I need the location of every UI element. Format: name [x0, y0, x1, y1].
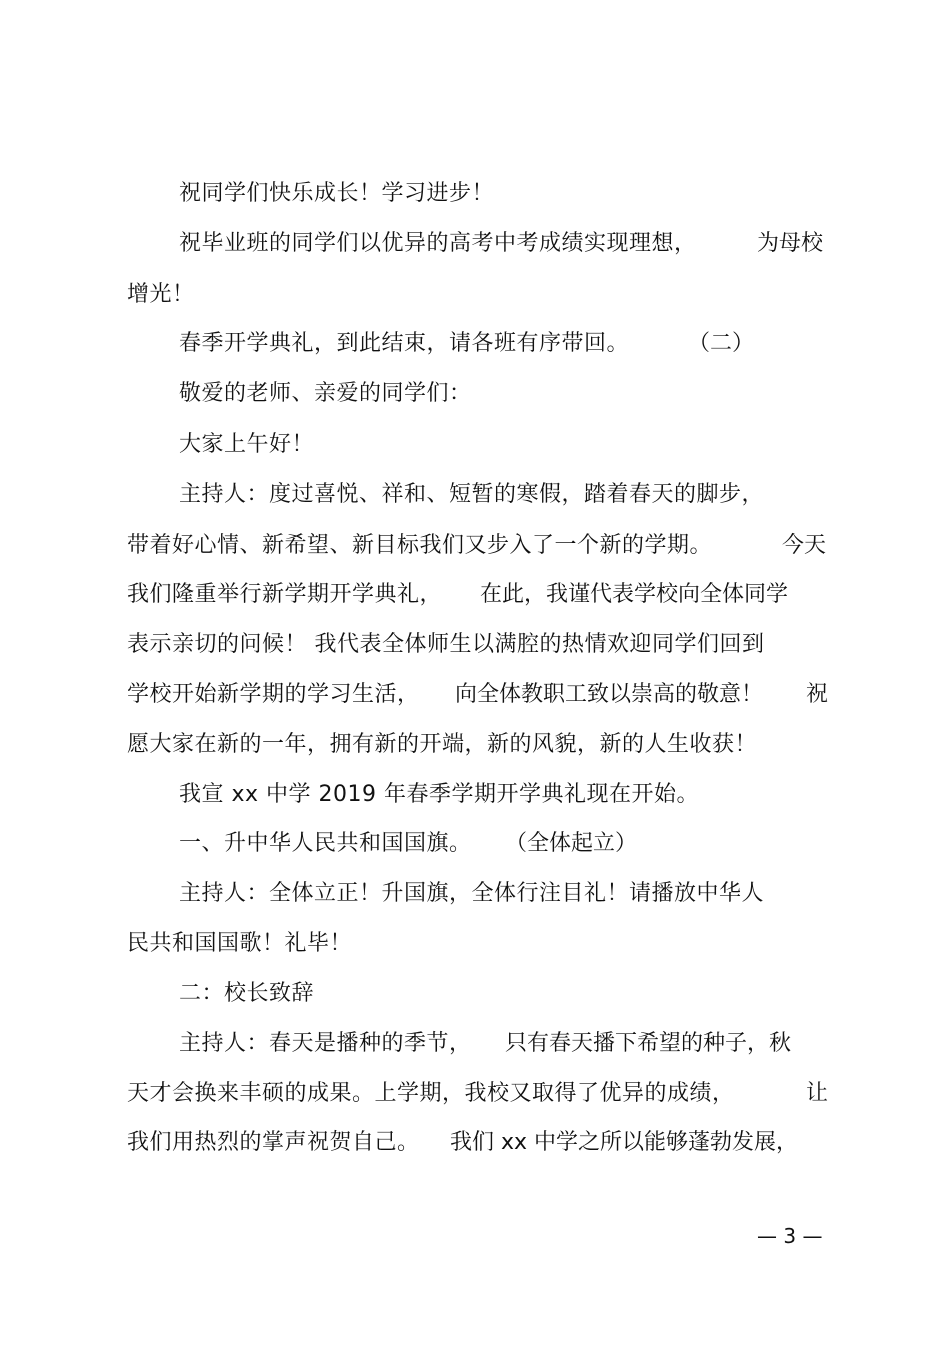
text-line: 愿大家在新的一年，拥有新的开端，新的风貌，新的人生收获！: [127, 732, 758, 757]
text-line: 增光！: [127, 282, 195, 307]
text-line: 带着好心情、新希望、新目标我们又步入了一个新的学期。: [127, 533, 713, 558]
text-line: 大家上午好！: [179, 432, 315, 457]
text-line-fragment: 我们 xx 中学之所以能够蓬勃发展，: [450, 1130, 799, 1155]
text-line: 主持人：全体立正！升国旗，全体行注目礼！请播放中华人: [179, 881, 765, 906]
text-line: 民共和国国歌！礼毕！: [127, 931, 353, 956]
text-line-fragment: （全体起立）: [505, 831, 638, 856]
text-line: 祝同学们快乐成长！学习进步！: [179, 181, 495, 206]
text-line: 春季开学典礼，到此结束，请各班有序带回。: [179, 331, 630, 356]
text-line-fragment: 向全体教职工致以崇高的敬意！: [455, 682, 764, 707]
text-line-fragment: 祝: [806, 682, 829, 707]
text-line-fragment: 让: [806, 1081, 829, 1106]
text-line-fragment: 在此，我谨代表学校向全体同学: [480, 582, 789, 607]
text-line: 敬爱的老师、亲爱的同学们：: [179, 381, 472, 406]
text-line: 天才会换来丰硕的成果。上学期，我校又取得了优异的成绩，: [127, 1081, 735, 1106]
text-line-fragment: 今天: [782, 533, 827, 558]
text-line: 祝毕业班的同学们以优异的高考中考成绩实现理想，: [179, 231, 697, 256]
page-number: — 3 —: [757, 1224, 823, 1248]
text-line: 我宣 xx 中学 2019 年春季学期开学典礼现在开始。: [179, 782, 700, 807]
text-line: 学校开始新学期的学习生活，: [127, 682, 420, 707]
text-line: 二：校长致辞: [179, 981, 315, 1006]
text-line: 主持人：度过喜悦、祥和、短暂的寒假，踏着春天的脚步，: [179, 482, 765, 507]
text-line-fragment: 只有春天播下希望的种子，秋: [505, 1031, 792, 1056]
text-line: 我们用热烈的掌声祝贺自己。: [127, 1130, 420, 1155]
text-line: 表示亲切的问候！ 我代表全体师生以满腔的热情欢迎同学们回到: [127, 632, 765, 657]
text-line: 主持人：春天是播种的季节，: [179, 1031, 472, 1056]
text-line-fragment: （二）: [688, 331, 755, 356]
text-line: 一、升中华人民共和国国旗。: [179, 831, 472, 856]
text-line: 我们隆重举行新学期开学典礼，: [127, 582, 443, 607]
text-line-fragment: 为母校: [757, 231, 824, 256]
